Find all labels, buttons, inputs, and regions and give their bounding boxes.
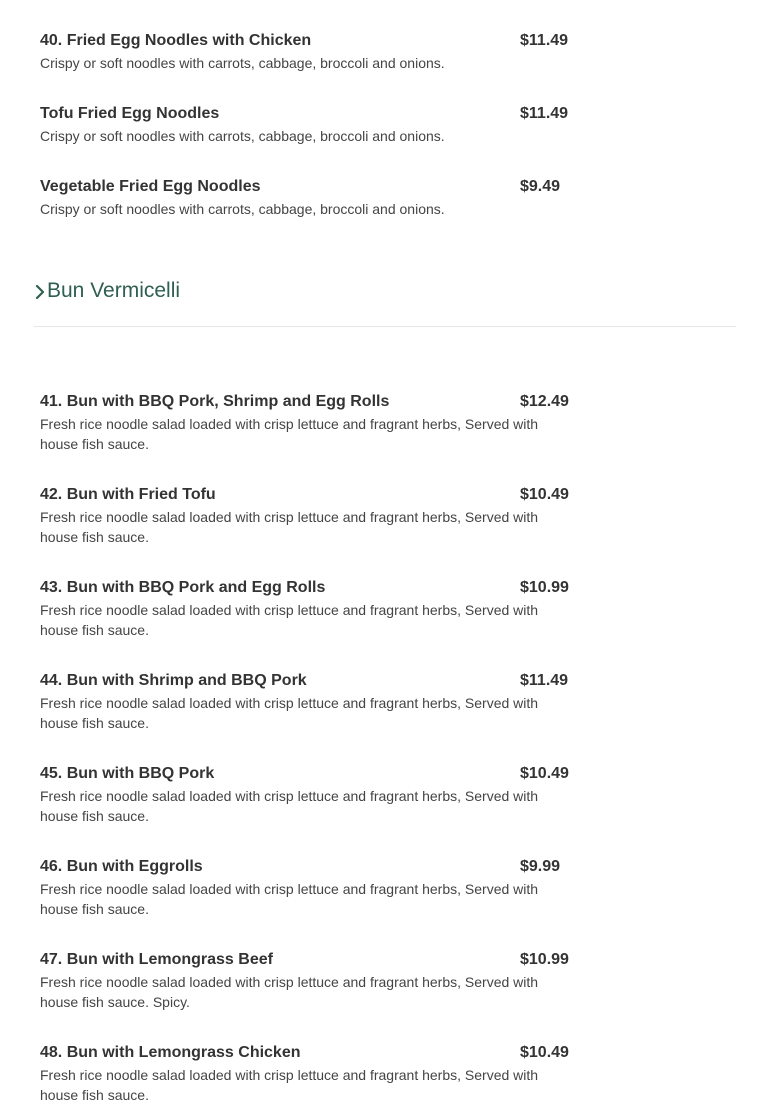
item-name: Vegetable Fried Egg Noodles bbox=[40, 178, 261, 195]
section-header-bun-vermicelli[interactable] bbox=[34, 276, 736, 327]
item-name: 42. Bun with Fried Tofu bbox=[40, 486, 216, 503]
menu-item[interactable] bbox=[40, 857, 570, 919]
item-description: Crispy or soft noodles with carrots, cabbage, broccoli and onions. bbox=[40, 201, 445, 217]
item-description: Crispy or soft noodles with carrots, cabbage, broccoli and onions. bbox=[40, 55, 445, 71]
item-price: $9.49 bbox=[520, 178, 561, 195]
item-price: $10.49 bbox=[520, 486, 569, 503]
item-price: $11.49 bbox=[520, 672, 569, 689]
item-name: 45. Bun with BBQ Pork bbox=[40, 765, 215, 782]
section-title: Bun Vermicelli bbox=[47, 279, 181, 302]
item-description: Fresh rice noodle salad loaded with crisp lettuce and fragrant herbs, Served with house fish sauce. bbox=[40, 509, 539, 545]
item-description: Crispy or soft noodles with carrots, cabbage, broccoli and onions. bbox=[40, 128, 445, 144]
item-price: $10.99 bbox=[520, 951, 569, 968]
item-price: $12.49 bbox=[520, 393, 569, 410]
menu-item[interactable] bbox=[40, 1043, 570, 1105]
menu-item[interactable] bbox=[40, 485, 570, 547]
item-name: 48. Bun with Lemongrass Chicken bbox=[40, 1044, 301, 1061]
item-price: $11.49 bbox=[520, 32, 569, 49]
item-name: 47. Bun with Lemongrass Beef bbox=[40, 951, 273, 968]
item-description: Fresh rice noodle salad loaded with crisp lettuce and fragrant herbs, Served with house fish sauce. bbox=[40, 695, 539, 731]
item-name: 44. Bun with Shrimp and BBQ Pork bbox=[40, 672, 307, 689]
item-name: 46. Bun with Eggrolls bbox=[40, 858, 203, 875]
item-price: $10.49 bbox=[520, 1044, 569, 1061]
menu-item[interactable] bbox=[40, 764, 570, 826]
chevron-right-icon bbox=[34, 284, 46, 300]
item-name: 41. Bun with BBQ Pork, Shrimp and Egg Rolls bbox=[40, 393, 390, 410]
item-price: $11.49 bbox=[520, 105, 569, 122]
item-description: Fresh rice noodle salad loaded with crisp lettuce and fragrant herbs, Served with house fish sauce. bbox=[40, 602, 539, 638]
menu-item[interactable] bbox=[40, 104, 570, 146]
item-description: Fresh rice noodle salad loaded with crisp lettuce and fragrant herbs, Served with house fish sauce. bbox=[40, 788, 539, 824]
menu-item[interactable] bbox=[40, 578, 570, 640]
item-description: Fresh rice noodle salad loaded with crisp lettuce and fragrant herbs, Served with house fish sauce. bbox=[40, 881, 539, 917]
item-name: Tofu Fried Egg Noodles bbox=[40, 105, 220, 122]
item-description: Fresh rice noodle salad loaded with crisp lettuce and fragrant herbs, Served with house fish sauce. Spicy. bbox=[40, 974, 539, 1010]
item-price: $10.99 bbox=[520, 579, 569, 596]
menu-item[interactable] bbox=[40, 950, 570, 1012]
menu-item[interactable] bbox=[40, 31, 570, 73]
menu-item[interactable] bbox=[40, 392, 570, 454]
item-price: $10.49 bbox=[520, 765, 569, 782]
item-description: Fresh rice noodle salad loaded with crisp lettuce and fragrant herbs, Served with house fish sauce. bbox=[40, 1067, 539, 1103]
menu-item[interactable] bbox=[40, 177, 570, 219]
item-description: Fresh rice noodle salad loaded with crisp lettuce and fragrant herbs, Served with house fish sauce. bbox=[40, 416, 539, 452]
item-name: 43. Bun with BBQ Pork and Egg Rolls bbox=[40, 579, 326, 596]
menu-item[interactable] bbox=[40, 671, 570, 733]
item-name: 40. Fried Egg Noodles with Chicken bbox=[40, 32, 312, 49]
item-price: $9.99 bbox=[520, 858, 561, 875]
